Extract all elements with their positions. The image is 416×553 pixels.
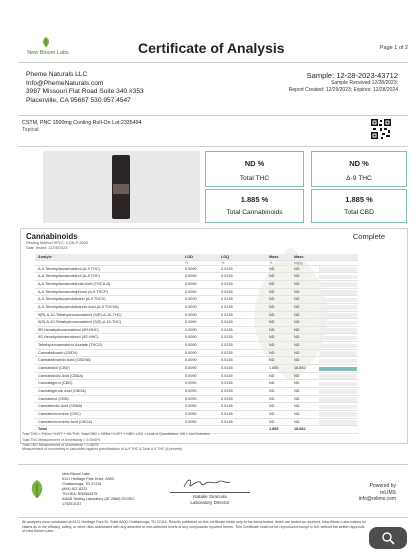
summary-value: 1.885 % — [240, 195, 269, 204]
lod-value: 0.0090 — [185, 381, 197, 386]
analyte-name: Δ-8-Tetrahydrocannabinol (Δ-8 THC) — [38, 274, 100, 279]
mass-pct-value: ND — [269, 411, 275, 416]
table-row — [35, 419, 358, 427]
table-row — [35, 396, 358, 404]
result-bar — [319, 328, 357, 333]
analyte-name: Cannabigerol (CBG) — [38, 381, 73, 386]
analyte-name: Tetrahydrocannabinol Acetate (THCO) — [38, 343, 103, 348]
mass-pct-value: ND — [269, 274, 275, 279]
mass-mgg-value: ND — [294, 274, 300, 279]
loq-value: 0.0135 — [221, 358, 233, 363]
mass-pct-value: ND — [269, 381, 275, 386]
unit-loq: % — [221, 260, 225, 265]
mass-pct-value: ND — [269, 327, 275, 332]
summary-delta9-thc — [311, 151, 407, 187]
analyte-name: Δ-9-Tetrahydrocannabivarin (Δ-9 THCV) — [38, 297, 106, 302]
lab-address — [62, 472, 135, 507]
loq-value: 0.0135 — [221, 404, 233, 409]
mass-mgg-value: ND — [294, 388, 300, 393]
product-type: Topical — [22, 127, 39, 133]
mass-pct-value: ND — [269, 312, 275, 317]
test-method — [26, 241, 88, 251]
analyte-name: Cannabichromenic Acid (CBCA) — [38, 419, 93, 424]
unit-mass-pct: % — [269, 260, 273, 265]
table-row — [35, 403, 358, 411]
loq-value: 0.0135 — [221, 381, 233, 386]
mass-pct-value: ND — [269, 396, 275, 401]
lab-city: Chattanooga, TN 37416 — [62, 482, 102, 486]
sample-info — [289, 71, 398, 94]
mass-mgg-value: 18.852 — [294, 366, 306, 371]
mass-mgg-value: ND — [294, 335, 300, 340]
divider — [18, 517, 408, 518]
header — [18, 34, 408, 60]
mass-mgg-value: ND — [294, 266, 300, 271]
zoom-button[interactable] — [369, 527, 407, 549]
table-row — [35, 304, 358, 312]
method-text: iTesting Method HPLC: CON-P-3000 — [26, 241, 88, 245]
summary-label: Total Cannabinoids — [226, 209, 283, 216]
mass-pct-value: ND — [269, 358, 275, 363]
lod-value: 0.0090 — [185, 358, 197, 363]
result-bar — [319, 321, 357, 326]
analyte-name: Cannabinolic Acid (CBNA) — [38, 404, 83, 409]
lab-street: 6121 Heritage Park Drive, A500 — [62, 477, 114, 481]
sample-id: Sample: 12-28-2023-43712 — [306, 71, 398, 80]
loq-value: 0.0135 — [221, 281, 233, 286]
lod-value: 0.0090 — [185, 312, 197, 317]
analyte-name: Δ-9-Tetrahydrocannabivarinic Acid (Δ-9 THCVA) — [38, 304, 119, 309]
status-badge: Complete — [352, 232, 385, 241]
mass-mgg-value: ND — [294, 327, 300, 332]
lod-value: 0.0090 — [185, 404, 197, 409]
mass-mgg-value: ND — [294, 419, 300, 424]
table-row — [35, 327, 358, 335]
table-row — [35, 380, 358, 388]
table-row — [35, 312, 358, 320]
powered-label: Powered by — [369, 483, 396, 489]
lab-brand: New Bloom Labs — [27, 50, 69, 56]
loq-value: 0.0135 — [221, 388, 233, 393]
vial-label — [113, 184, 129, 194]
lod-value: 0.0090 — [185, 335, 197, 340]
mass-mgg-value: ND — [294, 373, 300, 378]
cannabinoids-table — [35, 254, 358, 434]
loq-value: 0.0135 — [221, 343, 233, 348]
header-lod: LOD — [185, 255, 194, 259]
header-loq: LOQ — [221, 255, 230, 259]
lod-value: 0.0090 — [185, 297, 197, 302]
table-row — [35, 289, 358, 297]
loq-value: 0.0135 — [221, 312, 233, 317]
analyte-name: Δ-9-Tetrahydrocannabinolic Acid (THCA-A) — [38, 281, 111, 286]
mass-mgg-value: ND — [294, 396, 300, 401]
client-address: 3987 Missouri Flat Road Suite 340 #353 — [26, 88, 144, 95]
result-bar — [319, 405, 357, 410]
product-info — [22, 120, 142, 134]
lab-name: New Bloom Labs — [62, 472, 90, 476]
mass-pct-value: ND — [269, 320, 275, 325]
result-bar — [319, 351, 357, 356]
lod-value: 0.0090 — [185, 350, 197, 355]
mass-pct-value: ND — [269, 404, 275, 409]
note-line: Total CBD Measurement of Uncertainty = 0.060% — [22, 442, 99, 447]
analyte-name: 9R-Hexahydrocannabinol (9R-HHC) — [38, 327, 99, 332]
signature-image — [170, 476, 250, 490]
lab-dea: TN-DEA: RN0563975 — [62, 492, 98, 496]
director-name: Natalie Siracusa — [193, 494, 227, 499]
mass-pct-value: ND — [269, 266, 275, 271]
summary-label: Δ-9 THC — [346, 175, 372, 182]
result-bar — [319, 367, 357, 372]
table-notes — [22, 432, 392, 451]
summary-label: Total CBD — [344, 209, 374, 216]
divider — [18, 115, 408, 116]
analyte-name: Δ-9-Tetrahydrocannabinol (Δ-9 THC) — [38, 266, 100, 271]
summary-value: 1.885 % — [345, 195, 373, 204]
product-name: CSTM, PNC 1500mg Cooling Roll-On Lot:2335494 — [22, 120, 142, 126]
header-mass-pct: Mass — [269, 255, 279, 259]
result-bar — [319, 313, 357, 318]
analyte-name: Cannabinol (CBN) — [38, 396, 69, 401]
loq-value: 0.0135 — [221, 350, 233, 355]
divider — [18, 464, 408, 465]
note-line: Measurement of uncertainty is calculated against specifications of Δ-9 THC & Total Δ-9 THC (if present) — [22, 446, 183, 451]
unit-lod: % — [185, 260, 189, 265]
lod-value: 0.0090 — [185, 304, 197, 309]
result-bar — [319, 344, 357, 349]
mass-pct-value: ND — [269, 335, 275, 340]
loq-value: 0.0135 — [221, 304, 233, 309]
report-dates: Report Created: 12/29/2023; Expires: 12/28/2024 — [288, 87, 398, 93]
magnifier-icon — [381, 531, 395, 545]
mass-mgg-value: ND — [294, 350, 300, 355]
loq-value: 0.0135 — [221, 366, 233, 371]
loq-value: 0.0135 — [221, 320, 233, 325]
result-bar — [319, 336, 357, 341]
summary-total-thc — [205, 151, 304, 187]
mass-pct-value: ND — [269, 388, 275, 393]
lod-value: 0.0090 — [185, 373, 197, 378]
table-row — [35, 281, 358, 289]
table-row — [35, 373, 358, 381]
header-mass-mgg: Mass — [294, 255, 304, 259]
analyte-name: Δ-9-Tetrahydrocannabiphorol (Δ-9 THCP) — [38, 289, 108, 294]
lab-logo — [18, 34, 78, 60]
table-body — [35, 266, 358, 426]
result-bar-fill — [319, 367, 357, 372]
result-bar — [319, 298, 357, 303]
header-analyte: Analyte — [38, 255, 52, 259]
qr-code-icon[interactable] — [370, 118, 392, 140]
total-mass-pct: 1.885 — [269, 427, 279, 432]
result-bar — [319, 267, 357, 272]
unit-mass-mgg: mg/g — [294, 260, 303, 265]
mass-pct-value: ND — [269, 281, 275, 286]
summary-total-cannabinoids — [205, 189, 304, 223]
loq-value: 0.0135 — [221, 419, 233, 424]
loq-value: 0.0135 — [221, 327, 233, 332]
loq-value: 0.0135 — [221, 297, 233, 302]
lod-value: 0.0090 — [185, 366, 197, 371]
result-bar — [319, 412, 357, 417]
test-date: Date Tested: 12/28/2023 — [26, 245, 68, 250]
table-row — [35, 273, 358, 281]
summary-value: ND % — [244, 159, 265, 168]
mass-mgg-value: ND — [294, 404, 300, 409]
loq-value: 0.0135 — [221, 373, 233, 378]
mass-pct-value: ND — [269, 297, 275, 302]
table-row — [35, 334, 358, 342]
loq-value: 0.0135 — [221, 396, 233, 401]
divider — [18, 62, 408, 63]
analyte-name: 9(S)-Δ-10-Tetrahydrocannabinol (9(S)-Δ-10-THC) — [38, 320, 122, 325]
mass-mgg-value: ND — [294, 304, 300, 309]
lod-value: 0.0090 — [185, 266, 197, 271]
summary-value: ND % — [349, 159, 369, 168]
result-bar — [319, 305, 357, 310]
note-line: Total THC = THCa * 0.877 + Δ9-THC; Total CBD = CBDa * 0.877 + CBD; LOQ = Limit of Quantitation; ND = Not Detected — [22, 432, 210, 436]
table-row — [35, 350, 358, 358]
analyte-name: Cannabidivarinic Acid (CBDVA) — [38, 358, 91, 363]
mass-mgg-value: ND — [294, 343, 300, 348]
note-line: Total THC Measurement of Uncertainty = 0.0000% — [22, 438, 101, 443]
table-row — [35, 296, 358, 304]
mass-mgg-value: ND — [294, 320, 300, 325]
mass-pct-value: ND — [269, 289, 275, 294]
lod-value: 0.0090 — [185, 289, 197, 294]
lab-director — [170, 492, 250, 506]
loq-value: 0.0135 — [221, 289, 233, 294]
lab-phone: (844) 837-8223 — [62, 487, 88, 491]
mass-pct-value: ND — [269, 419, 275, 424]
table-row — [35, 411, 358, 419]
divider — [18, 146, 408, 147]
total-label: Total — [38, 427, 47, 432]
panel-title: Cannabinoids — [26, 232, 78, 241]
analyte-name: Cannabidivarin (CBDV) — [38, 350, 78, 355]
table-row — [35, 388, 358, 396]
sample-received: Sample Received:12/28/2023; — [331, 80, 398, 86]
lod-value: 0.0090 — [185, 419, 197, 424]
total-mass-mgg: 18.852 — [294, 427, 306, 432]
mass-pct-value: 1.885 — [269, 366, 279, 371]
lod-value: 0.0090 — [185, 343, 197, 348]
result-bar — [319, 397, 357, 402]
lab-footer-logo-icon — [22, 478, 52, 500]
client-name: Pheme Naturals LLC — [26, 71, 88, 78]
powered-brand: reLIMS — [379, 489, 396, 496]
document-title: Certificate of Analysis — [138, 40, 285, 56]
mass-mgg-value: ND — [294, 381, 300, 386]
lod-value: 0.0090 — [185, 274, 197, 279]
disclaimer: All analyses were conducted at 6121 Heritage Park Dr. Suite A500 Chattanooga, TN 37416. Results published on this certificate relate only to the items tested. Items are tested as received. New Bloom Labs makes no claims as to the efficacy, safety, or other risks associated with any detected or non-detected levels of any compounds reported herein. This Certificate shall not be reproduced except in full, without the written approval of New Bloom Labs. — [22, 520, 366, 534]
table-row — [35, 342, 358, 350]
result-bar — [319, 290, 357, 295]
analyte-name: 9(R)-Δ-10-Tetrahydrocannabinol (9(R)-Δ-10-THC) — [38, 312, 122, 317]
result-bar — [319, 374, 357, 379]
client-info — [26, 71, 144, 105]
loq-value: 0.0135 — [221, 274, 233, 279]
result-bar — [319, 359, 357, 364]
mass-pct-value: ND — [269, 304, 275, 309]
loq-value: 0.0135 — [221, 266, 233, 271]
product-photo — [43, 151, 200, 223]
lod-value: 0.0090 — [185, 388, 197, 393]
result-bar — [319, 282, 357, 287]
lab-accreditation: ANAB Testing Laboratory (AT-2868) ISO/IEC — [62, 497, 136, 501]
lod-value: 0.0090 — [185, 411, 197, 416]
table-row — [35, 266, 358, 274]
table-row — [35, 319, 358, 327]
lod-value: 0.0090 — [185, 320, 197, 325]
mass-pct-value: ND — [269, 350, 275, 355]
table-row — [35, 357, 358, 365]
result-bar — [319, 275, 357, 280]
summary-label: Total THC — [239, 175, 270, 182]
mass-mgg-value: ND — [294, 411, 300, 416]
leaf-icon — [40, 36, 52, 48]
result-bar — [319, 389, 357, 394]
loq-value: 0.0135 — [221, 335, 233, 340]
mass-pct-value: ND — [269, 373, 275, 378]
lod-value: 0.0090 — [185, 281, 197, 286]
mass-mgg-value: ND — [294, 289, 300, 294]
table-row — [35, 365, 358, 373]
lab-standard: 17025:2017 — [62, 502, 82, 506]
analyte-name: Cannabichromene (CBC) — [38, 411, 81, 416]
client-email: Info@PhemeNaturals.com — [26, 79, 104, 87]
result-bar — [319, 382, 357, 387]
mass-pct-value: ND — [269, 343, 275, 348]
loq-value: 0.0135 — [221, 411, 233, 416]
client-city: Placerville, CA 95667 530.957.4547 — [26, 96, 131, 104]
page-number: Page 1 of 2 — [379, 45, 408, 51]
analyte-name: 9S-Hexahydrocannabinol (9S-HHC) — [38, 335, 99, 340]
analyte-name: Cannabidiolic Acid (CBDA) — [38, 373, 84, 378]
mass-mgg-value: ND — [294, 358, 300, 363]
result-bar — [319, 420, 357, 425]
analyte-name: Cannabigerolic Acid (CBGA) — [38, 388, 86, 393]
mass-mgg-value: ND — [294, 312, 300, 317]
director-role: Laboratory Director — [190, 500, 230, 505]
powered-by — [359, 483, 396, 503]
powered-url[interactable]: info@relims.com — [358, 496, 396, 503]
lod-value: 0.0090 — [185, 327, 197, 332]
mass-mgg-value: ND — [294, 281, 300, 286]
lod-value: 0.0090 — [185, 396, 197, 401]
analyte-name: Cannabidiol (CBD) — [38, 366, 70, 371]
mass-mgg-value: ND — [294, 297, 300, 302]
summary-total-cbd — [311, 189, 407, 223]
